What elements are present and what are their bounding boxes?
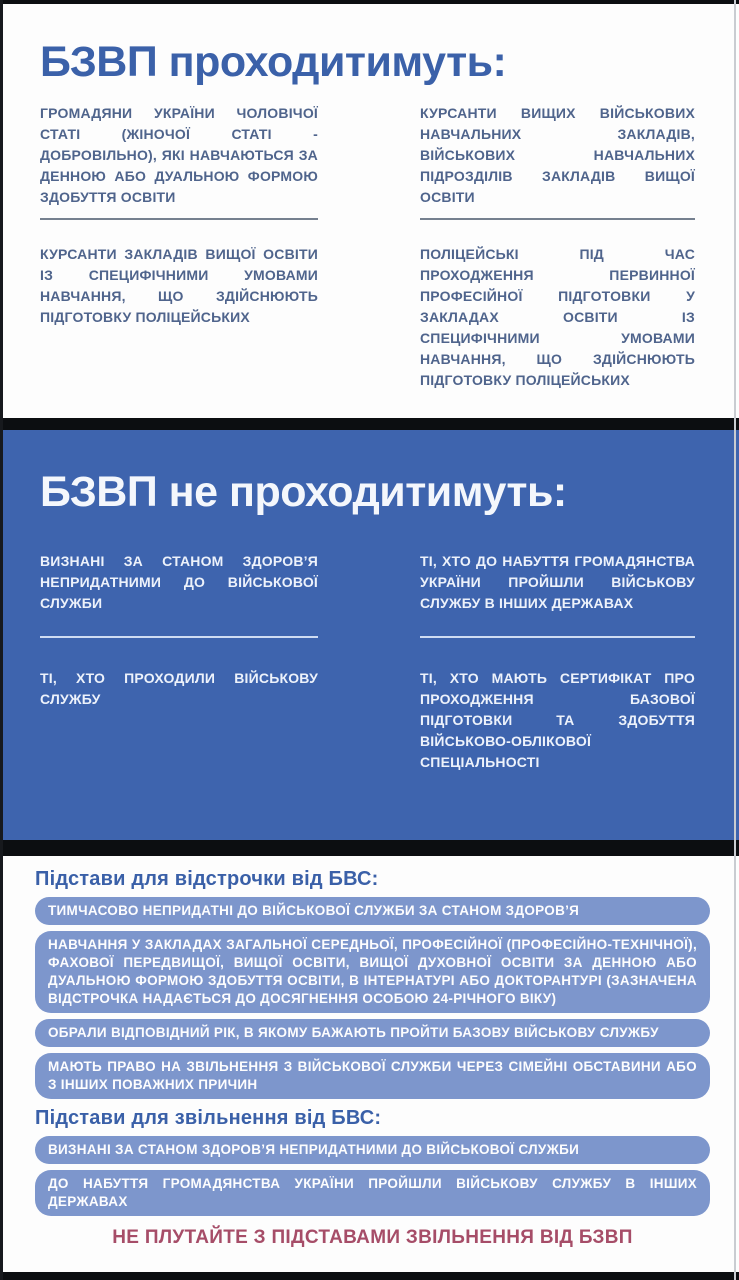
deferral-pill: ОБРАЛИ ВІДПОВІДНИЙ РІК, В ЯКОМУ БАЖАЮТЬ ПРОЙТИ БАЗОВУ ВІЙСЬКОВУ СЛУЖБУ <box>35 1019 710 1047</box>
footer-warning: НЕ ПЛУТАЙТЕ З ПІДСТАВАМИ ЗВІЛЬНЕННЯ ВІД БЗВП <box>112 1227 633 1248</box>
will-not-pass-item: ВИЗНАНІ ЗА СТАНОМ ЗДОРОВ’Я НЕПРИДАТНИМИ ДО ВІЙСЬКОВОЇ СЛУЖБИ <box>40 553 318 612</box>
heading-will-pass: БЗВП проходитимуть: <box>40 38 507 86</box>
photo-edge-right <box>734 0 736 1280</box>
deferral-pill: ТИМЧАСОВО НЕПРИДАТНІ ДО ВІЙСЬКОВОЇ СЛУЖБИ ЗА СТАНОМ ЗДОРОВ’Я <box>35 897 710 925</box>
exemption-pill: ВИЗНАНІ ЗА СТАНОМ ЗДОРОВ’Я НЕПРИДАТНИМИ ДО ВІЙСЬКОВОЇ СЛУЖБИ <box>35 1136 710 1164</box>
exemption-header: Підстави для звільнення від БВС: <box>35 1107 382 1129</box>
will-not-pass-item: ТІ, ХТО ПРОХОДИЛИ ВІЙСЬКОВУ СЛУЖБУ <box>40 670 318 708</box>
section-will-not-pass <box>0 430 739 840</box>
separator-band <box>0 418 739 430</box>
will-pass-item: ГРОМАДЯНИ УКРАЇНИ ЧОЛОВІЧОЇ СТАТІ (ЖІНОЧОЇ СТАТІ - ДОБРОВІЛЬНО), ЯКІ НАВЧАЮТЬСЯ ЗА ДЕННОЮ АБО ДУАЛЬНОЮ ФОРМОЮ ЗДОБУТТЯ ОСВІТИ <box>40 105 318 206</box>
will-pass-item: КУРСАНТИ ВИЩИХ ВІЙСЬКОВИХ НАВЧАЛЬНИХ ЗАКЛАДІВ, ВІЙСЬКОВИХ НАВЧАЛЬНИХ ПІДРОЗДІЛІВ ЗАКЛАДІВ ВИЩОЇ ОСВІТИ <box>420 105 695 206</box>
heading-will-not-pass: БЗВП не проходитимуть: <box>40 468 567 516</box>
exemption-pill: ДО НАБУТТЯ ГРОМАДЯНСТВА УКРАЇНИ ПРОЙШЛИ ВІЙСЬКОВУ СЛУЖБУ В ІНШИХ ДЕРЖАВАХ <box>35 1170 710 1216</box>
will-pass-item: ПОЛІЦЕЙСЬКІ ПІД ЧАС ПРОХОДЖЕННЯ ПЕРВИННОЇ ПРОФЕСІЙНОЇ ПІДГОТОВКИ У ЗАКЛАДАХ ОСВІТИ ІЗ СПЕЦИФІЧНИМИ УМОВАМИ НАВЧАННЯ, ЩО ЗДІЙСНЮЮТЬ ПІДГОТОВКУ ПОЛІЦЕЙСЬКИХ <box>420 246 695 389</box>
column-divider <box>420 636 695 638</box>
will-pass-row-1 <box>40 103 695 208</box>
deferral-pill: НАВЧАННЯ У ЗАКЛАДАХ ЗАГАЛЬНОЇ СЕРЕДНЬОЇ, ПРОФЕСІЙНОЇ (ПРОФЕСІЙНО-ТЕХНІЧНОЇ), ФАХОВОЇ ПЕРЕДВИЩОЇ, ВИЩОЇ ОСВІТИ, ВИЩОЇ ДУХОВНОЇ ОСВІТИ ЗА ДЕННОЮ АБО ДУАЛЬНОЮ ФОРМОЮ ЗДОБУТТЯ ОСВІТИ, В ІНТЕРНАТУРІ АБО ДОКТОРАНТУРІ (ЗАЗНАЧЕНА ВІДСТРОЧКА НАДАЄТЬСЯ ДО ДОСЯГНЕННЯ ОСОБОЮ 24-РІЧНОГО ВІКУ) <box>35 931 710 1013</box>
separator-band <box>0 840 739 856</box>
column-divider <box>40 218 318 220</box>
separator-band-bottom <box>0 1272 739 1280</box>
column-divider <box>420 218 695 220</box>
will-not-pass-item: ТІ, ХТО МАЮТЬ СЕРТИФІКАТ ПРО ПРОХОДЖЕННЯ БАЗОВОЇ ПІДГОТОВКИ ТА ЗДОБУТТЯ ВІЙСЬКОВО-ОБЛІКОВОЇ СПЕЦІАЛЬНОСТІ <box>420 670 695 771</box>
will-not-pass-row-2 <box>40 668 695 773</box>
photo-edge-left <box>0 0 3 1280</box>
section-grounds <box>0 856 739 1272</box>
divider-row <box>40 218 695 220</box>
deferral-pill: МАЮТЬ ПРАВО НА ЗВІЛЬНЕННЯ З ВІЙСЬКОВОЇ СЛУЖБИ ЧЕРЕЗ СІМЕЙНІ ОБСТАВИНИ АБО З ІНШИХ ПОВАЖНИХ ПРИЧИН <box>35 1053 710 1099</box>
will-pass-row-2 <box>40 244 695 391</box>
will-not-pass-item: ТІ, ХТО ДО НАБУТТЯ ГРОМАДЯНСТВА УКРАЇНИ ПРОЙШЛИ ВІЙСЬКОВУ СЛУЖБУ В ІНШИХ ДЕРЖАВАХ <box>420 553 695 612</box>
section-will-pass <box>0 4 739 418</box>
will-not-pass-row-1 <box>40 551 695 614</box>
will-pass-item: КУРСАНТИ ЗАКЛАДІВ ВИЩОЇ ОСВІТИ ІЗ СПЕЦИФІЧНИМИ УМОВАМИ НАВЧАННЯ, ЩО ЗДІЙСНЮЮТЬ ПІДГОТОВКУ ПОЛІЦЕЙСЬКИХ <box>40 246 318 326</box>
column-divider <box>40 636 318 638</box>
deferral-header: Підстави для відстрочки від БВС: <box>35 868 379 890</box>
divider-row <box>40 636 695 638</box>
